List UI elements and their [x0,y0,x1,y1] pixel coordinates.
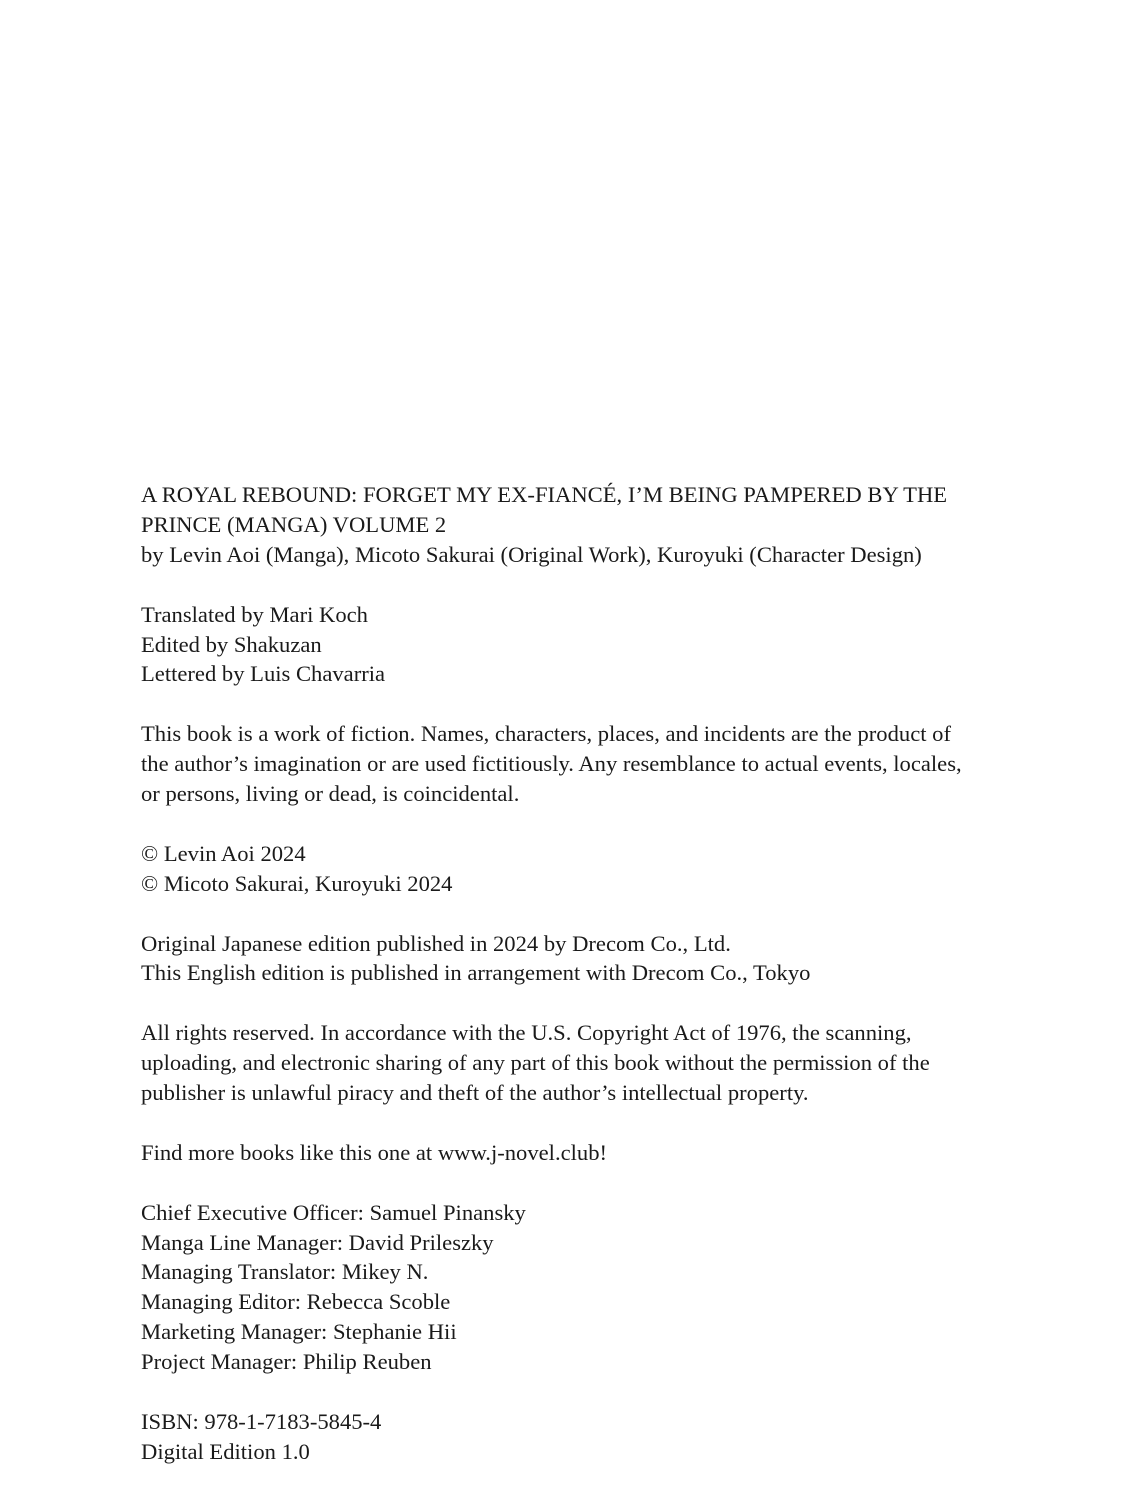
editor-credit: Edited by Shakuzan [141,631,322,657]
staff-list [141,1198,1061,1377]
staff-entry-manga-line-manager: Manga Line Manager: David Prileszky [141,1229,494,1255]
rights-line: All rights reserved. In accordance with the U.S. Copyright Act of 1976, the scanning, [141,1020,912,1046]
rights-line: uploading, and electronic sharing of any part of this book without the permission of the [141,1050,930,1076]
disclaimer-line: This book is a work of fiction. Names, characters, places, and incidents are the product of [141,721,951,747]
rights-statement [141,1018,1061,1108]
title-block [141,480,1061,570]
letterer-credit: Lettered by Luis Chavarria [141,661,386,687]
isbn: ISBN: 978-1-7183-5845-4 [141,1408,382,1434]
disclaimer-line: or persons, living or dead, is coincidental. [141,781,520,807]
promo-text: Find more books like this one at www.j-novel.club! [141,1139,608,1165]
rights-line: publisher is unlawful piracy and theft of the author’s intellectual property. [141,1080,809,1106]
english-edition-line: This English edition is published in arrangement with Drecom Co., Tokyo [141,960,811,986]
staff-entry-managing-translator: Managing Translator: Mikey N. [141,1259,429,1285]
staff-entry-project-manager: Project Manager: Philip Reuben [141,1349,432,1375]
edition-version: Digital Edition 1.0 [141,1438,310,1464]
staff-entry-managing-editor: Managing Editor: Rebecca Scoble [141,1289,451,1315]
copyright-notice: © Micoto Sakurai, Kuroyuki 2024 [141,870,453,896]
author-byline: by Levin Aoi (Manga), Micoto Sakurai (Original Work), Kuroyuki (Character Design) [141,541,922,567]
edition-info [141,929,1061,989]
book-title-line-2: PRINCE (MANGA) VOLUME 2 [141,511,447,537]
credits-block [141,600,1061,690]
staff-entry-marketing-manager: Marketing Manager: Stephanie Hii [141,1319,457,1345]
copyright-notices [141,839,1061,899]
fiction-disclaimer [141,719,1061,809]
copyright-notice: © Levin Aoi 2024 [141,840,306,866]
copyright-text-block [141,480,1061,1467]
original-edition-line: Original Japanese edition published in 2024 by Drecom Co., Ltd. [141,930,731,956]
book-title-line-1: A ROYAL REBOUND: FORGET MY EX-FIANCÉ, I’M BEING PAMPERED BY THE [141,482,948,507]
promo-block [141,1138,1061,1168]
publication-info [141,1407,1061,1467]
staff-entry-ceo: Chief Executive Officer: Samuel Pinansky [141,1199,526,1225]
disclaimer-line: the author’s imagination or are used fictitiously. Any resemblance to actual events, locales, [141,751,962,777]
translator-credit: Translated by Mari Koch [141,601,368,627]
